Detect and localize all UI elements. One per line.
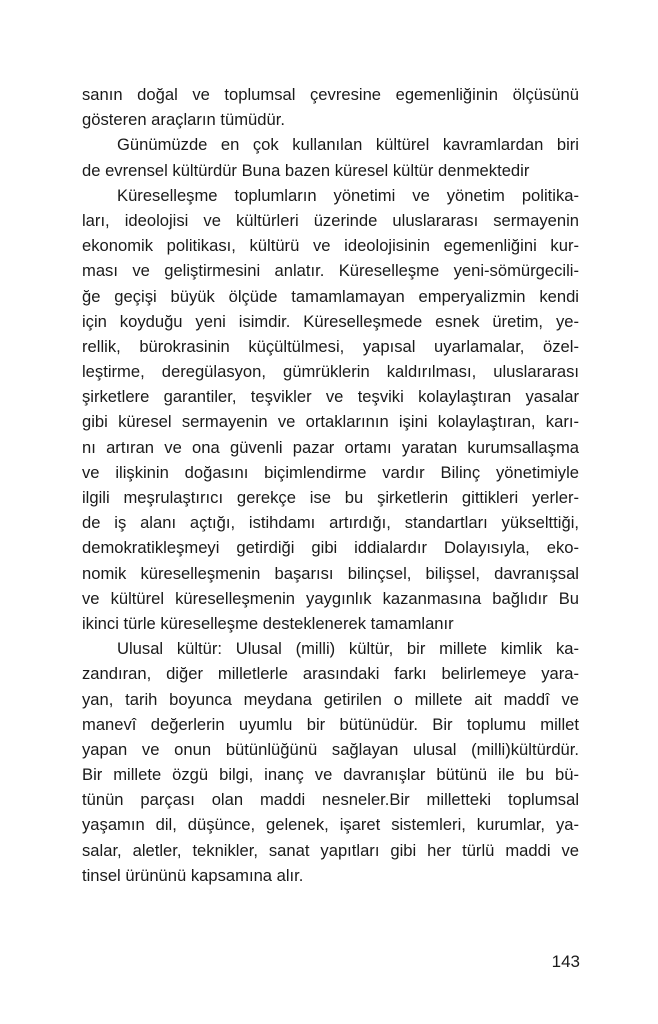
paragraph [82,82,579,132]
text-line: tinsel ürününü kapsamına alır. [82,865,304,885]
text-line: yapan ve onun bütünlüğünü sağlayan ulusal (milli)kültürdür. [82,739,579,759]
text-line: nomik küreselleşmenin başarısı bilinçsel, bilişsel, davranışsal [82,563,579,583]
text-line: ları, ideolojisi ve kültürleri üzerinde uluslararası sermayenin [82,210,579,230]
text-line: için koyduğu yeni isimdir. Küreselleşmede esnek üretim, ye- [82,311,579,331]
paragraph [82,132,579,182]
paragraph [82,183,579,636]
text-line: gösteren araçların tümüdür. [82,110,285,130]
text-line: ması ve geliştirmesini anlatır. Küreselleşme yeni-sömürgecili- [82,261,579,281]
text-line: Bir millete özgü bilgi, inanç ve davranışlar bütünü ile bu bü- [82,765,579,785]
text-line: leştirme, deregülasyon, gümrüklerin kaldırılması, uluslararası [82,362,579,382]
text-line: Ulusal kültür: Ulusal (milli) kültür, bir millete kimlik ka- [117,639,579,659]
text-line: Günümüzde en çok kullanılan kültürel kavramlardan biri [117,135,579,155]
text-line: yan, tarih boyunca meydana getirilen o millete ait maddî ve [82,689,579,709]
text-line: ve kültürel küreselleşmenin yaygınlık kazanmasına bağlıdır Bu [82,588,579,608]
text-line: rellik, bürokrasinin küçültülmesi, yapısal uyarlamalar, özel- [82,336,579,356]
text-line: ekonomik politikası, kültürü ve ideolojisinin egemenliğini kur- [82,236,579,256]
text-line: Küreselleşme toplumların yönetimi ve yönetim politika- [117,185,579,205]
text-line: ikinci türle küreselleşme desteklenerek tamamlanır [82,613,454,633]
paragraph [82,636,579,888]
page-number: 143 [551,952,580,971]
text-line: salar, aletler, teknikler, sanat yapıtları gibi her türlü maddi ve [82,840,579,860]
text-line: nı artıran ve ona güvenli pazar ortamı yaratan kurumsallaşma [82,437,579,457]
body-text [82,82,579,888]
text-line: demokratikleşmeyi getirdiği gibi iddialardır Dolayısıyla, eko- [82,538,579,558]
text-line: de iş alanı açtığı, istihdamı artırdığı, standartları yükselttiği, [82,513,579,533]
text-line: şirketlere garantiler, teşvikler ve teşviki kolaylaştıran yasalar [82,387,579,407]
text-line: gibi küresel sermayenin ve ortaklarının işini kolaylaştıran, karı- [82,412,579,432]
text-line: de evrensel kültürdür Buna bazen küresel kültür denmektedir [82,160,530,180]
text-line: ilgili meşrulaştırıcı gerekçe ise bu şirketlerin gittikleri yerler- [82,488,579,507]
text-line: zandıran, diğer milletlerle arasındaki farkı belirlemeye yara- [82,664,579,684]
text-line: ğe geçişi büyük ölçüde tamamlamayan emperyalizmin kendi [82,286,579,306]
text-line: manevî değerlerin uyumlu bir bütünüdür. Bir toplumu millet [82,714,579,734]
text-line: sanın doğal ve toplumsal çevresine egemenliğinin ölçüsünü [82,85,579,104]
text-line: ve ilişkinin doğasını biçimlendirme vardır Bilinç yönetimiyle [82,462,579,482]
text-line: yaşamın dil, düşünce, gelenek, işaret sistemleri, kurumlar, ya- [82,815,579,835]
text-line: tünün parçası olan maddi nesneler.Bir milletteki toplumsal [82,790,579,810]
